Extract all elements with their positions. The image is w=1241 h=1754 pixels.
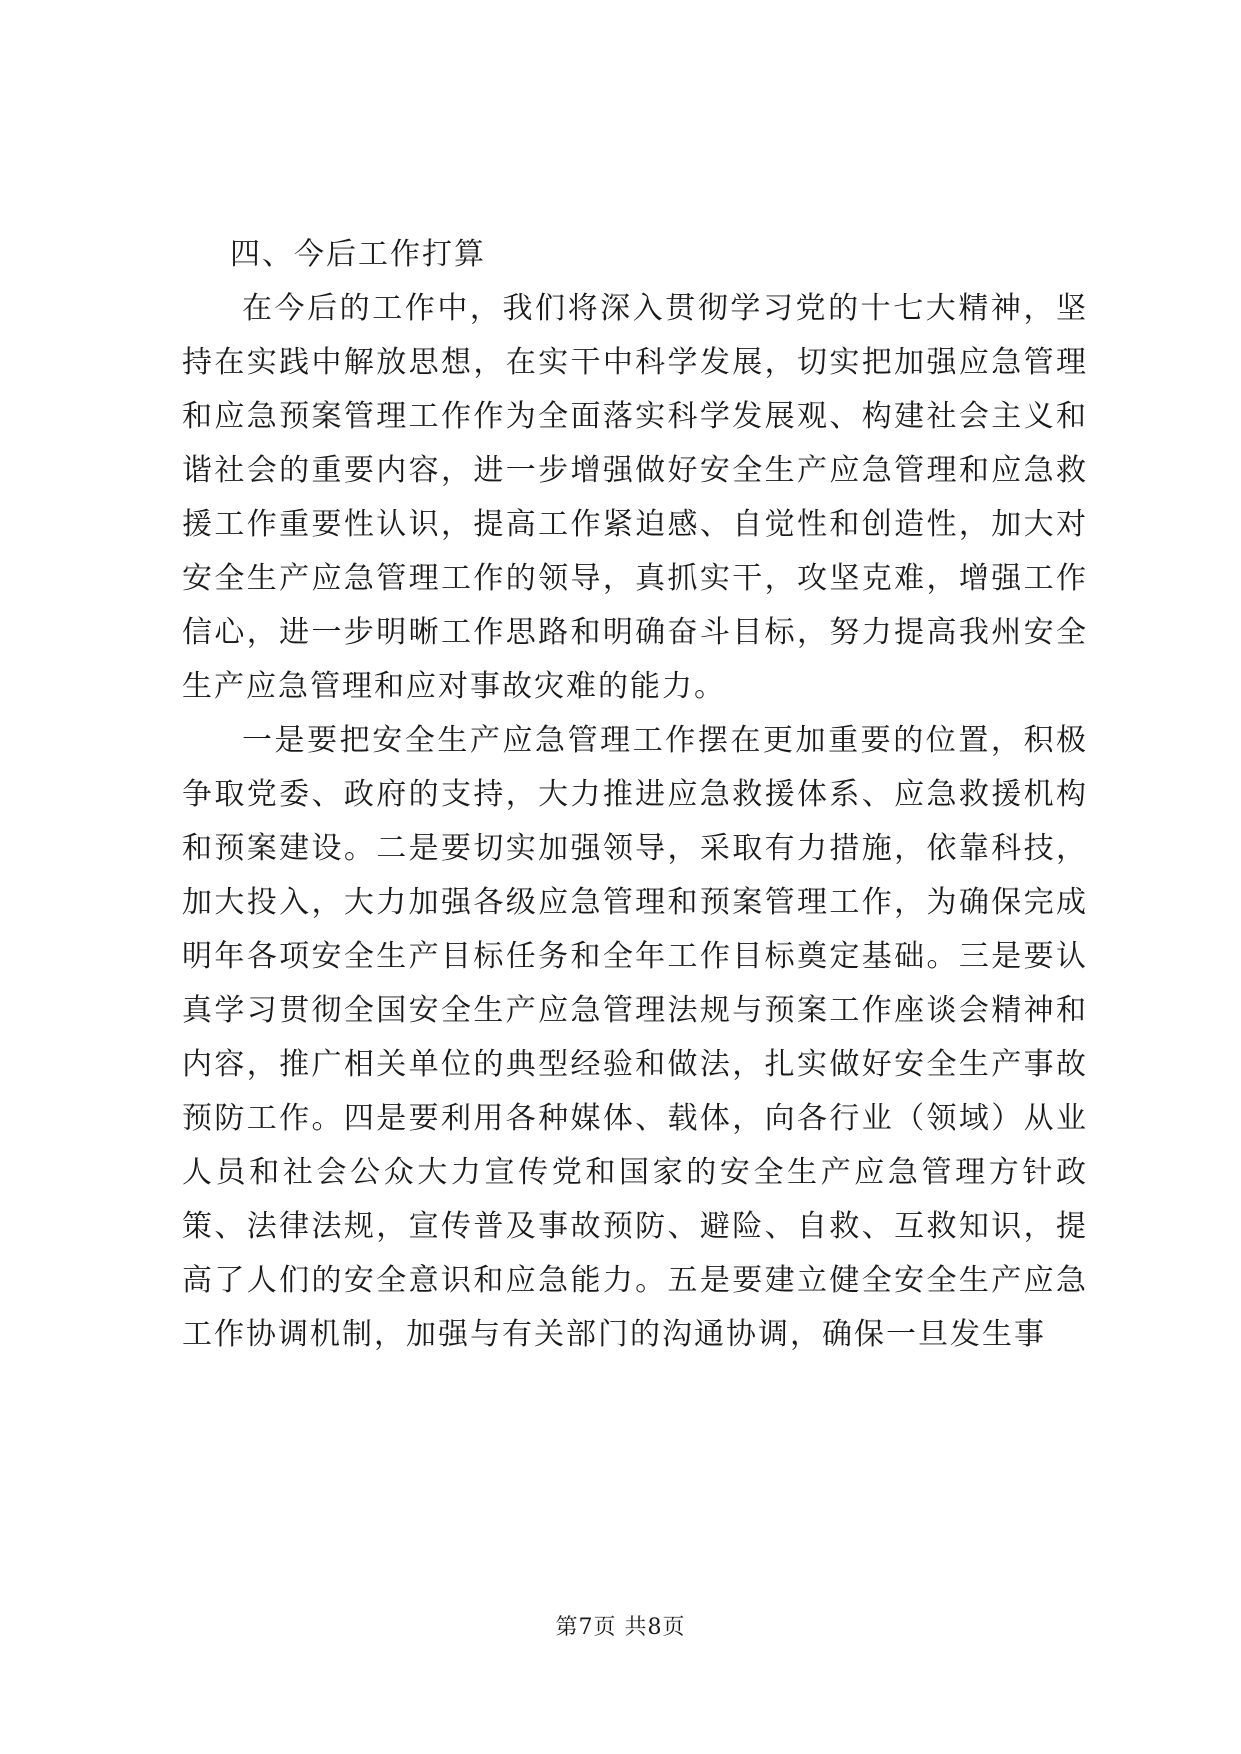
page-number-footer: 第7页 共8页	[555, 1615, 686, 1640]
document-body	[182, 228, 1088, 1362]
section-heading: 四、今后工作打算	[230, 237, 486, 272]
paragraph-1: 在今后的工作中，我们将深入贯彻学习党的十七大精神，坚持在实践中解放思想，在实干中科学发展，切实把加强应急管理和应急预案管理工作作为全面落实科学发展观、构建社会主义和谐社会的重要内容，进一步增强做好安全生产应急管理和应急救援工作重要性认识，提高工作紧迫感、自觉性和创造性，加大对安全生产应急管理工作的领导，真抓实干，攻坚克难，增强工作信心，进一步明晰工作思路和明确奋斗目标，努力提高我州安全生产应急管理和应对事故灾难的能力。	[182, 291, 1088, 704]
paragraph-2: 一是要把安全生产应急管理工作摆在更加重要的位置，积极争取党委、政府的支持，大力推进应急救援体系、应急救援机构和预案建设。二是要切实加强领导，采取有力措施，依靠科技，加大投入，大力加强各级应急管理和预案管理工作，为确保完成明年各项安全生产目标任务和全年工作目标奠定基础。三是要认真学习贯彻全国安全生产应急管理法规与预案工作座谈会精神和内容，推广相关单位的典型经验和做法，扎实做好安全生产事故预防工作。四是要利用各种媒体、载体，向各行业（领域）从业人员和社会公众大力宣传党和国家的安全生产应急管理方针政策、法律法规，宣传普及事故预防、避险、自救、互救知识，提高了人们的安全意识和应急能力。五是要建立健全安全生产应急工作协调机制，加强与有关部门的沟通协调，确保一旦发生事	[182, 723, 1088, 1352]
